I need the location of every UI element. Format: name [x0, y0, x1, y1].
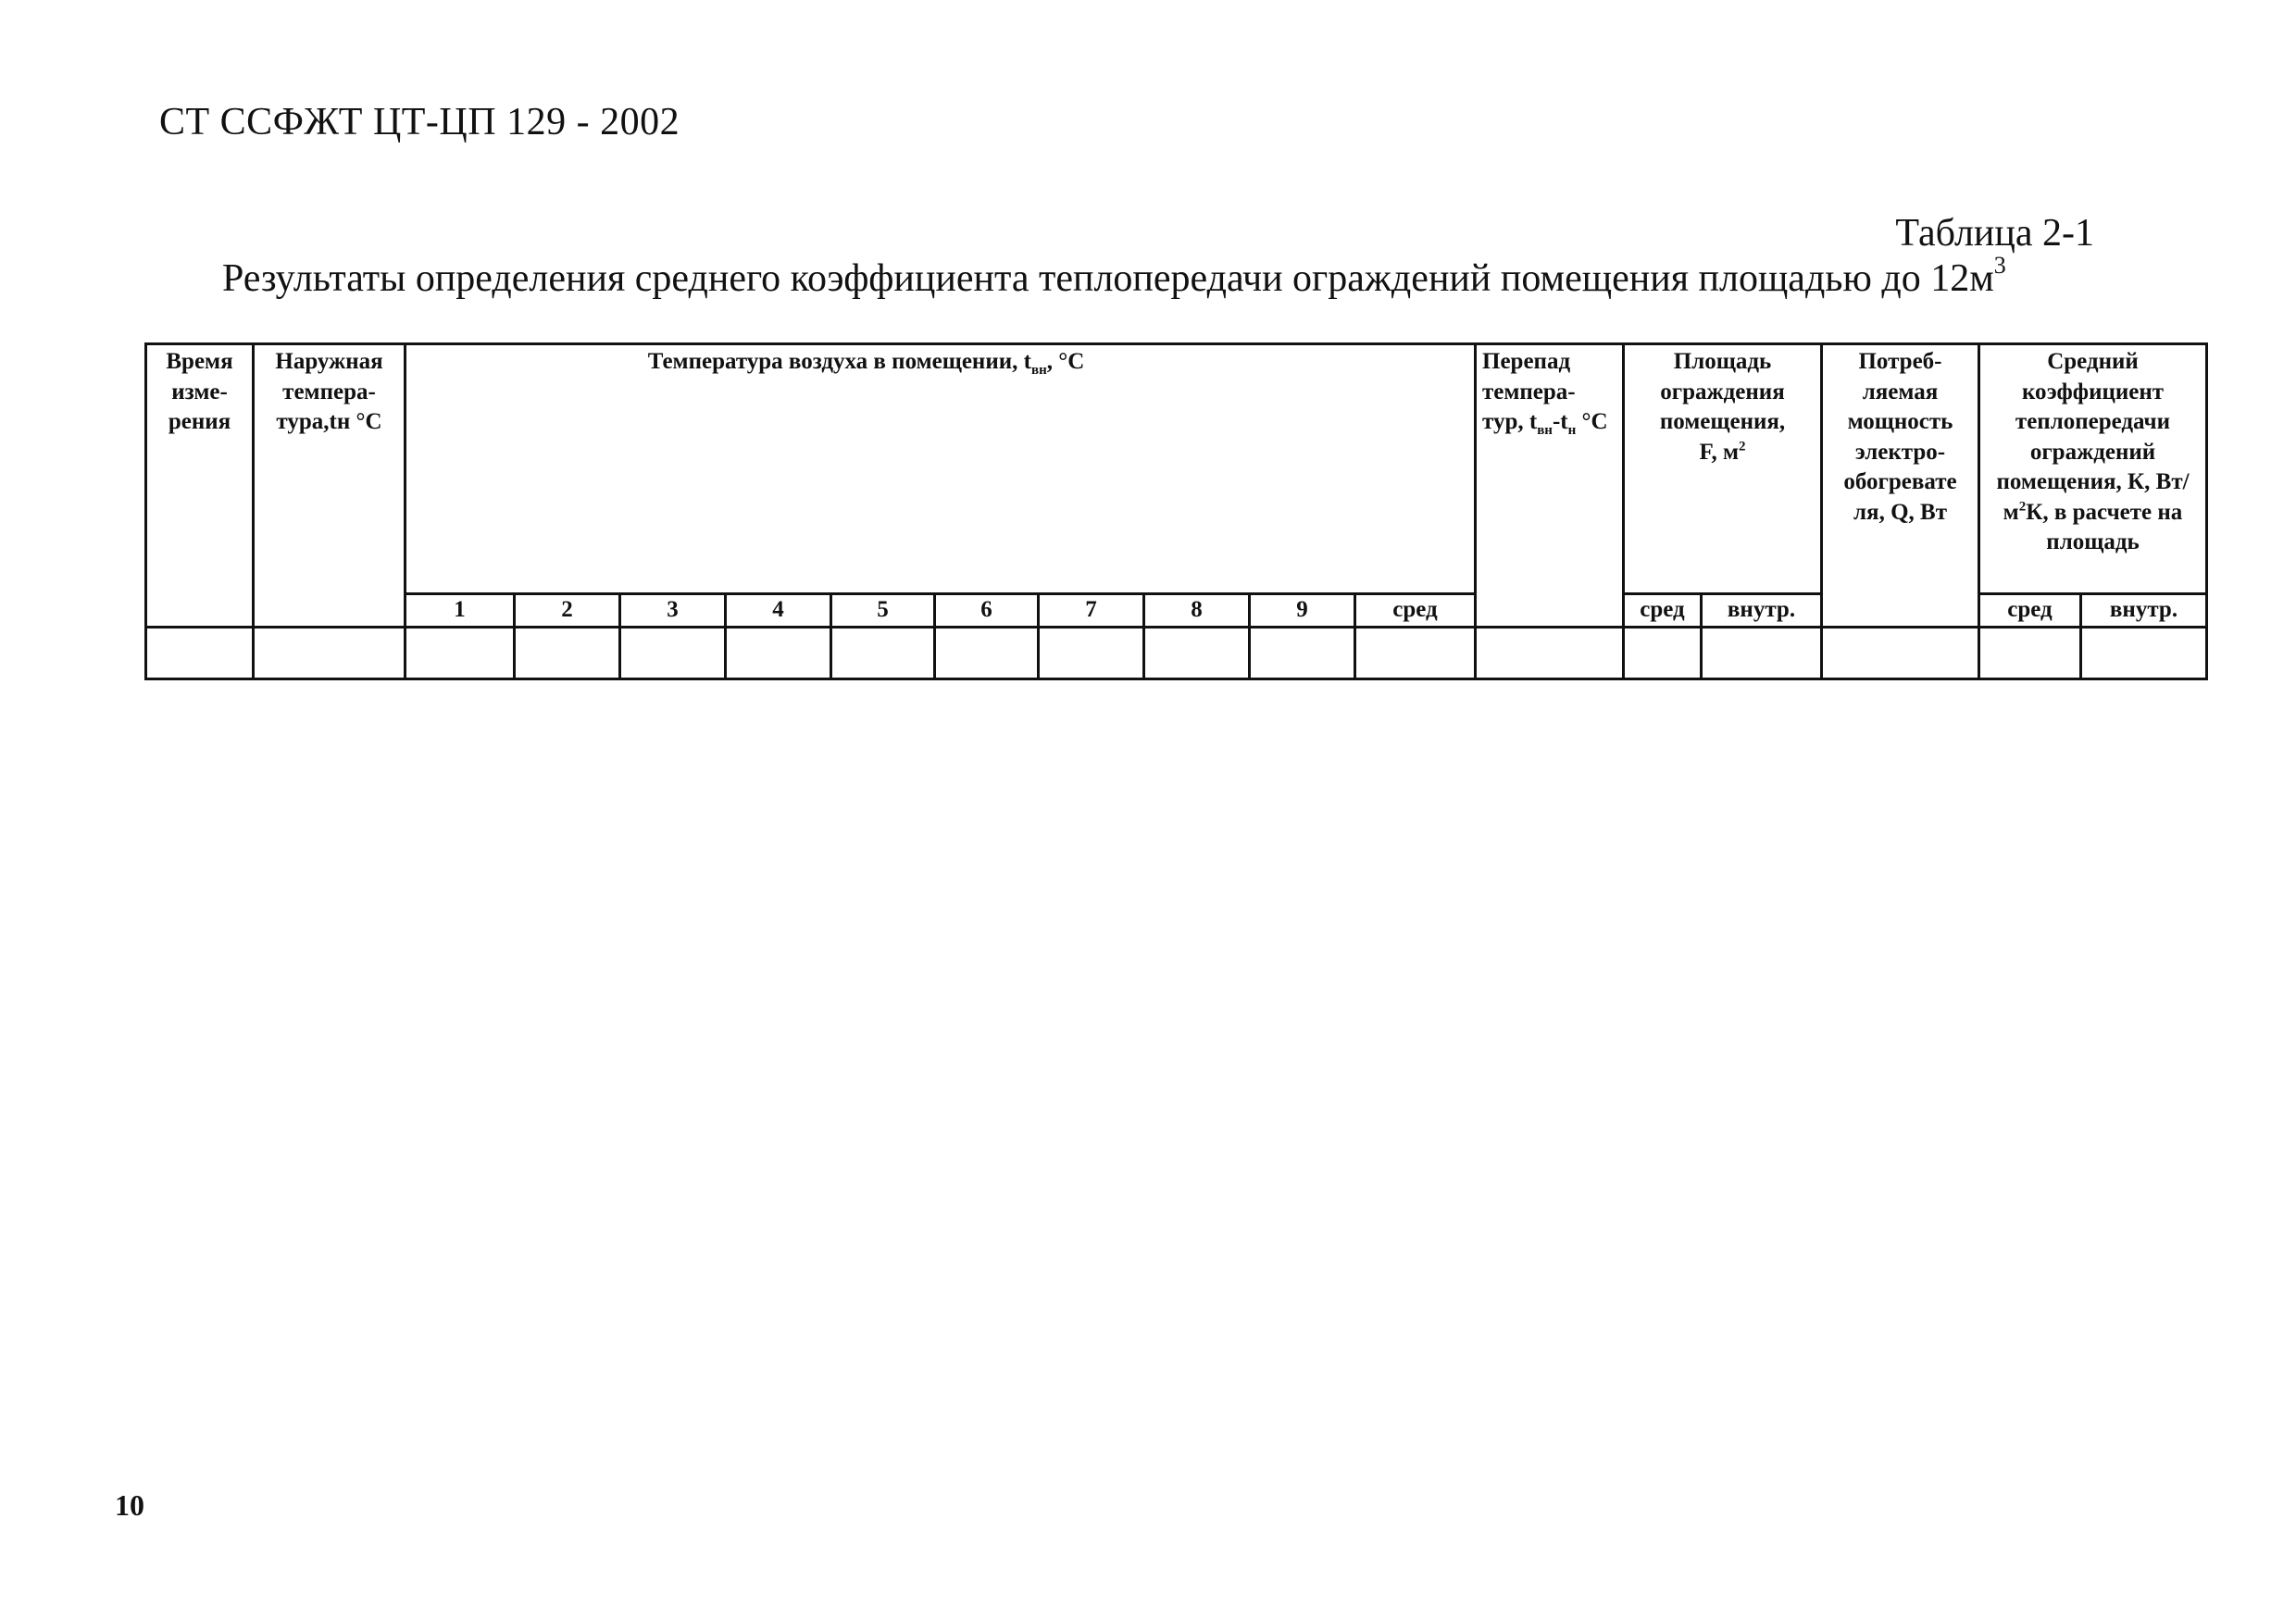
header-mean-coefficient-text: Средний коэффициент теплопередачи ограждений помещения, К, Вт/м: [1996, 349, 2190, 525]
table-cell: [620, 627, 726, 678]
header-time: Время изме-рения: [146, 344, 254, 628]
table-caption-superscript: 3: [1993, 252, 2006, 279]
table-caption: [222, 252, 2006, 301]
table-cell: [1144, 627, 1250, 678]
coefficient-inner: внутр.: [2081, 594, 2207, 628]
header-mean-coefficient-superscript: 2: [2018, 499, 2027, 515]
inside-point-1: 1: [406, 594, 515, 628]
header-temperature-difference-minus: -t: [1552, 409, 1568, 434]
table-cell: [1624, 627, 1702, 678]
table-cell: [1355, 627, 1476, 678]
header-enclosure-area-unit: F, м: [1699, 439, 1739, 465]
header-heater-power: Потреб-ляемая мощность электро-обогревате ля, Q, Вт: [1822, 344, 1979, 628]
header-enclosure-area-superscript: 2: [1739, 439, 1746, 454]
table-cell: [1979, 627, 2081, 678]
table-caption-text: Результаты определения среднего коэффициента теплопередачи ограждений помещения площадью до 12м: [222, 257, 1994, 300]
table-cell: [254, 627, 406, 678]
header-temperature-difference-subscript-1: вн: [1537, 423, 1553, 438]
table-cell: [1250, 627, 1355, 678]
document-code: СТ ССФЖТ ЦТ-ЦП 129 - 2002: [159, 101, 680, 143]
coefficient-mean: сред: [1979, 594, 2081, 628]
table-cell: [1822, 627, 1979, 678]
inside-point-6: 6: [935, 594, 1039, 628]
header-outside-temperature: Наружная темпера-тура,tн °С: [254, 344, 406, 628]
inside-point-2: 2: [515, 594, 620, 628]
inside-point-3: 3: [620, 594, 726, 628]
table-cell: [935, 627, 1039, 678]
header-temperature-difference-text: Перепад темпера-тур, t: [1482, 349, 1576, 434]
table-cell: [831, 627, 935, 678]
table-cell: [1702, 627, 1822, 678]
table-cell: [406, 627, 515, 678]
inside-point-8: 8: [1144, 594, 1250, 628]
table-cell: [1039, 627, 1144, 678]
header-inside-temperature-subscript: вн: [1030, 363, 1047, 378]
table-cell: [146, 627, 254, 678]
inside-point-mean: сред: [1355, 594, 1476, 628]
inside-point-9: 9: [1250, 594, 1355, 628]
inside-point-7: 7: [1039, 594, 1144, 628]
area-mean: сред: [1624, 594, 1702, 628]
page-number: 10: [115, 1488, 144, 1522]
header-inside-temperature-text: Температура воздуха в помещении, t: [647, 349, 1031, 374]
header-enclosure-area-text: Площадь ограждения помещения,: [1659, 349, 1786, 434]
table-number: Таблица 2-1: [1895, 212, 2094, 255]
table-cell: [515, 627, 620, 678]
header-temperature-difference-subscript-2: н: [1567, 423, 1577, 438]
results-table: [144, 342, 2208, 680]
header-temperature-difference-unit: °С: [1576, 409, 1608, 434]
table-cell: [1476, 627, 1624, 678]
header-temperature-difference: [1476, 344, 1624, 628]
inside-point-4: 4: [726, 594, 831, 628]
header-mean-coefficient: [1979, 344, 2207, 594]
header-inside-temperature-unit: , °С: [1046, 349, 1085, 374]
table-cell: [2081, 627, 2207, 678]
header-enclosure-area: [1624, 344, 1822, 594]
table-row: [146, 627, 2207, 678]
area-inner: внутр.: [1702, 594, 1822, 628]
inside-point-5: 5: [831, 594, 935, 628]
header-inside-temperature: [406, 344, 1476, 594]
header-mean-coefficient-suffix: К, в расчете на площадь: [2026, 499, 2183, 554]
table-cell: [726, 627, 831, 678]
